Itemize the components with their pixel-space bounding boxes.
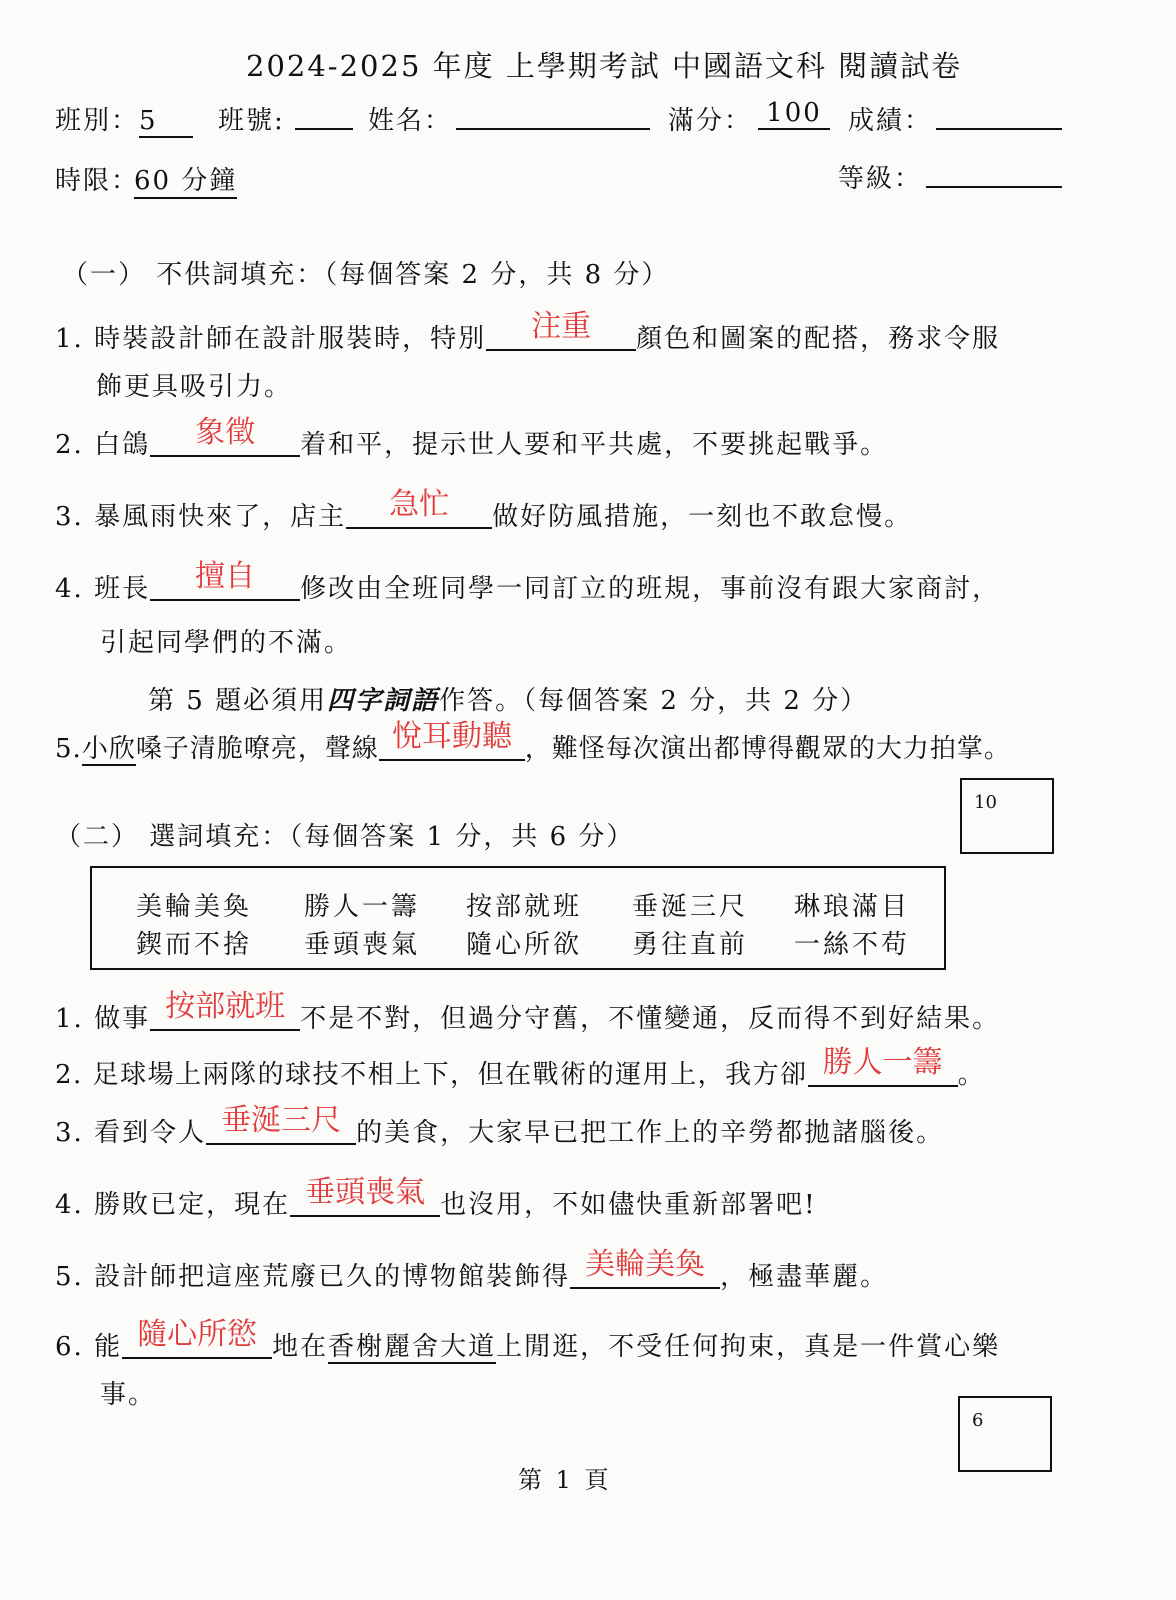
word-bank-item: 垂頭喪氣	[304, 930, 421, 960]
grade-field	[926, 186, 1062, 188]
word-bank-item: 琳琅滿目	[794, 892, 911, 922]
word-bank-item: 鍥而不捨	[136, 930, 253, 960]
s1-q1-blank[interactable]	[486, 309, 636, 351]
s2-question-2: 2. 足球場上兩隊的球技不相上下，但在戰術的運用上，我方卻 勝人一籌 。	[55, 1054, 985, 1091]
class-value: 5	[139, 106, 193, 138]
s1-question-2: 2. 白鴿 象徵 着和平，提示世人要和平共處，不要挑起戰爭。	[55, 424, 888, 461]
s1-q5-blank[interactable]	[379, 719, 525, 761]
page-number: 第 1 頁	[518, 1466, 612, 1494]
section1-heading: （一） 不供詞填充：（每個答案 2 分，共 8 分）	[62, 260, 670, 290]
fullmark-label: 滿分：	[668, 106, 753, 136]
s1-q3-answer: 急忙	[389, 487, 450, 522]
name-label: 姓名：	[368, 106, 453, 136]
number-label: 班號:	[218, 106, 285, 136]
s2-q2-answer: 勝人一籌	[822, 1045, 943, 1080]
s2-q4-answer: 垂頭喪氣	[305, 1175, 426, 1210]
word-bank-item: 垂涎三尺	[632, 892, 749, 922]
grade-label: 等級：	[838, 164, 923, 194]
s2-q6-answer: 隨心所慾	[137, 1317, 258, 1352]
word-bank-item: 一絲不苟	[794, 930, 911, 960]
time-value: 60 分鐘	[134, 160, 237, 199]
s2-q3-blank[interactable]	[206, 1103, 356, 1145]
section2-heading: （二） 選詞填充：（每個答案 1 分，共 6 分）	[55, 822, 635, 852]
section2-score-box	[958, 1396, 1052, 1472]
s1-q5-answer: 悅耳動聽	[391, 719, 512, 754]
word-bank-item: 隨心所欲	[466, 930, 583, 960]
s1-q4-answer: 擅自	[195, 559, 256, 594]
s1-q4-blank[interactable]	[150, 559, 300, 601]
number-field	[295, 128, 353, 130]
time-label: 時限：	[55, 166, 140, 196]
exam-title: 2024-2025 年度 上學期考試 中國語文科 閱讀試卷	[246, 49, 963, 83]
s1-question-3: 3. 暴風雨快來了，店主 急忙 做好防風措施，一刻也不敢怠慢。	[55, 496, 912, 533]
place-name: 香榭麗舍大道	[328, 1332, 497, 1362]
header-row-1	[55, 100, 193, 138]
word-bank-item: 美輪美奐	[136, 892, 253, 922]
s2-q2-blank[interactable]	[808, 1045, 958, 1087]
s1-question-4: 4. 班長 擅自 修改由全班同學一同訂立的班規，事前沒有跟大家商討，	[55, 568, 1000, 605]
section2-score: 6	[972, 1410, 984, 1431]
s2-q5-answer: 美輪美奐	[585, 1247, 706, 1282]
score-field	[936, 128, 1062, 130]
word-bank-item: 勇往直前	[632, 930, 749, 960]
name-field	[456, 128, 650, 130]
s2-q6-blank[interactable]	[122, 1317, 272, 1359]
s2-question-3: 3. 看到令人 垂涎三尺 的美食，大家早已把工作上的辛勞都拋諸腦後。	[55, 1112, 944, 1149]
s2-question-4: 4. 勝敗已定，現在 垂頭喪氣 也沒用，不如儘快重新部署吧!	[55, 1184, 817, 1221]
s1-question-4-line2: 引起同學們的不滿。	[100, 628, 353, 658]
s2-q1-blank[interactable]	[150, 989, 300, 1031]
s2-question-1: 1. 做事 按部就班 不是不對，但過分守舊，不懂變通，反而得不到好結果。	[55, 998, 1000, 1035]
s1-question-1: 1. 時裝設計師在設計服裝時，特別 注重 顏色和圖案的配搭，務求令服	[55, 318, 1000, 355]
score-label: 成績：	[848, 106, 933, 136]
section1-score-box	[960, 778, 1054, 854]
s1-q2-blank[interactable]	[150, 415, 300, 457]
s1-question-5: 5.小欣嗓子清脆嘹亮，聲線 悅耳動聽 ，難怪每次演出都博得觀眾的大力拍掌。	[55, 728, 1011, 765]
q5-instruction: 第 5 題必須用四字詞語作答。（每個答案 2 分，共 2 分）	[148, 686, 869, 716]
class-label: 班別：	[55, 106, 140, 136]
s2-question-6-line2: 事。	[100, 1380, 157, 1410]
s2-q4-blank[interactable]	[290, 1175, 440, 1217]
s2-question-5: 5. 設計師把這座荒廢已久的博物館裝飾得 美輪美奐 ，極盡華麗。	[55, 1256, 888, 1293]
s1-q3-blank[interactable]	[346, 487, 492, 529]
word-bank-item: 勝人一籌	[304, 892, 421, 922]
s2-q5-blank[interactable]	[570, 1247, 720, 1289]
s1-q2-answer: 象徵	[195, 415, 256, 450]
fullmark-value: 100	[758, 98, 830, 130]
s1-q1-answer: 注重	[531, 309, 592, 344]
s2-q3-answer: 垂涎三尺	[221, 1103, 342, 1138]
section1-score: 10	[974, 792, 997, 813]
word-bank-item: 按部就班	[466, 892, 583, 922]
s2-q1-answer: 按部就班	[165, 989, 286, 1024]
s2-question-6: 6. 能 隨心所慾 地在香榭麗舍大道上閒逛，不受任何拘束，真是一件賞心樂	[55, 1326, 1000, 1363]
word-bank-box	[90, 866, 946, 970]
s1-question-1-line2: 飾更具吸引力。	[96, 372, 293, 402]
